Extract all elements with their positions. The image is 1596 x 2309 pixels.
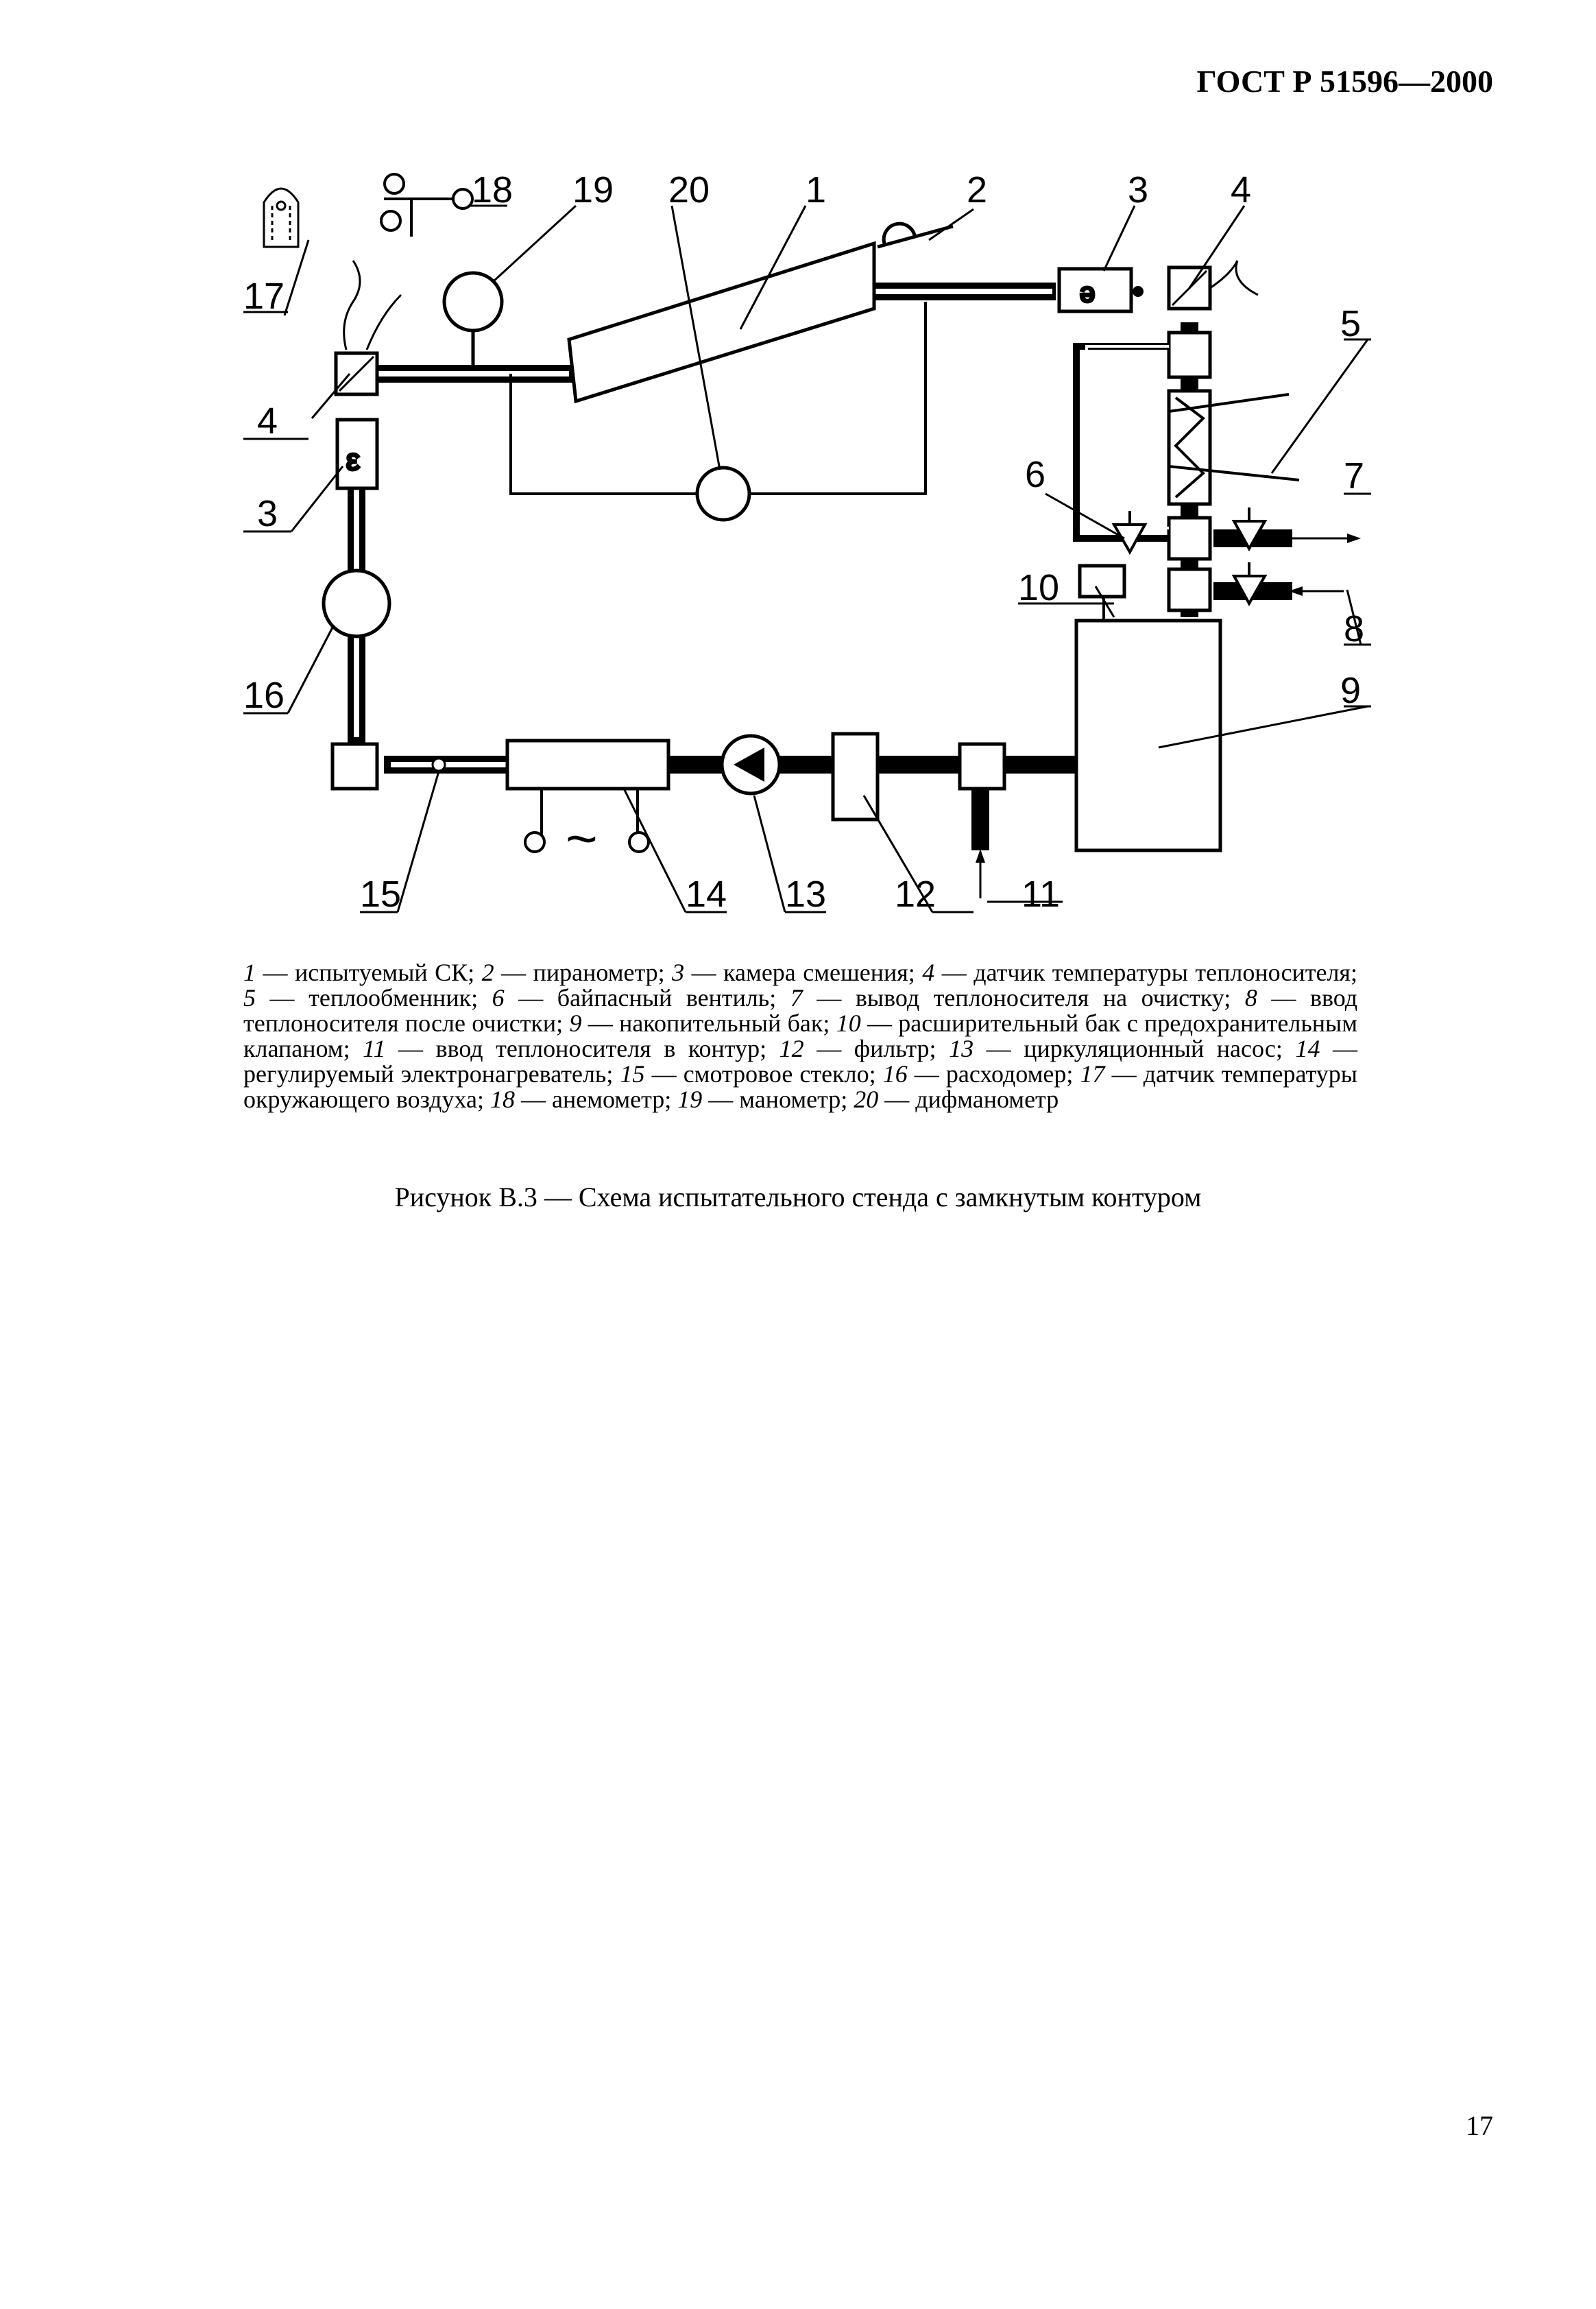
label-1: 1: [806, 169, 827, 211]
block-right-3: [1169, 569, 1210, 610]
inlet-block: [960, 744, 1004, 789]
label-8: 8: [1344, 608, 1365, 649]
label-17: 17: [243, 276, 285, 317]
flowmeter-icon: [324, 571, 389, 636]
legend-item: 13 — циркуляционный насос;: [949, 1035, 1296, 1062]
block-right-2: [1169, 518, 1210, 559]
legend-item: 5 — теплообменник;: [243, 984, 492, 1012]
legend-item: 20 — дифманометр: [854, 1086, 1059, 1113]
legend-item: 11 — ввод теплоносителя в контур;: [363, 1035, 779, 1062]
figure-caption: Рисунок В.3 — Схема испытательного стенда с замкнутым контуром: [394, 1182, 1202, 1212]
sight-glass-icon: [433, 758, 445, 771]
document-code: ГОСТ Р 51596—2000: [1196, 64, 1493, 99]
legend-item: 18 — анемометр;: [490, 1086, 678, 1113]
label-2: 2: [967, 169, 988, 211]
legend-item: 17 — датчик температуры окружающего воздуха;: [243, 1060, 1357, 1113]
label-13: 13: [785, 874, 827, 915]
label-11: 11: [1021, 874, 1061, 915]
legend-item: 7 — вывод теплоносителя на очистку;: [790, 984, 1245, 1012]
legend-item: 2 — пиранометр;: [481, 959, 673, 986]
legend-item: 14 — регулируемый электронагреватель;: [243, 1035, 1357, 1088]
label-19: 19: [572, 169, 614, 211]
legend-item: 8 — ввод теплоносителя после очистки;: [243, 984, 1358, 1037]
legend-item: 10 — расширительный бак с предохранительным клапаном;: [243, 1009, 1357, 1062]
figure-legend: [243, 960, 1357, 1112]
ac-tilde: ~: [566, 808, 598, 869]
label-4-right: 4: [1231, 169, 1252, 211]
legend-item: 3 — камера смешения;: [672, 959, 923, 986]
svg-text:ε: ε: [346, 443, 360, 477]
label-6: 6: [1025, 454, 1046, 495]
solar-collector: [569, 243, 874, 401]
label-10: 10: [1018, 567, 1060, 608]
legend-item: 4 — датчик температуры теплоносителя;: [922, 959, 1357, 986]
air-temp-sensor-icon: [264, 189, 298, 247]
label-5: 5: [1340, 303, 1362, 344]
expansion-tank: [1080, 566, 1124, 597]
label-7: 7: [1344, 455, 1365, 497]
label-4-left: 4: [257, 400, 278, 442]
block-right-1: [1169, 333, 1210, 377]
label-14: 14: [686, 874, 727, 915]
label-12: 12: [895, 874, 936, 915]
legend-item: 1 — испытуемый СК;: [243, 959, 482, 986]
bypass-loop: [1076, 346, 1169, 538]
manometer-icon: [444, 273, 502, 331]
label-3-right: 3: [1128, 169, 1149, 211]
test-stand-diagram: [0, 0, 1596, 946]
label-15: 15: [360, 874, 402, 915]
mixing-chamber-right: [1059, 269, 1131, 311]
storage-tank: [1076, 621, 1220, 850]
label-20: 20: [668, 169, 710, 211]
legend-item: 12 — фильтр;: [779, 1035, 950, 1062]
corner-block: [332, 744, 377, 789]
label-18: 18: [472, 169, 513, 211]
legend-item: 15 — смотровое стекло;: [620, 1060, 883, 1088]
legend-item: 16 — расходомер;: [882, 1060, 1080, 1088]
legend-item: 6 — байпасный вентиль;: [492, 984, 790, 1012]
label-3-left: 3: [257, 493, 278, 534]
page-number: 17: [1466, 2110, 1493, 2141]
label-9: 9: [1340, 670, 1362, 711]
diff-manometer-icon: [697, 468, 749, 520]
label-16: 16: [243, 675, 285, 716]
svg-text:ə: ə: [1080, 278, 1096, 308]
legend-item: 19 — манометр;: [677, 1086, 854, 1113]
electric-heater: [507, 741, 668, 789]
anemometer-icon: [381, 174, 472, 237]
legend-item: 9 — накопительный бак;: [569, 1009, 836, 1037]
